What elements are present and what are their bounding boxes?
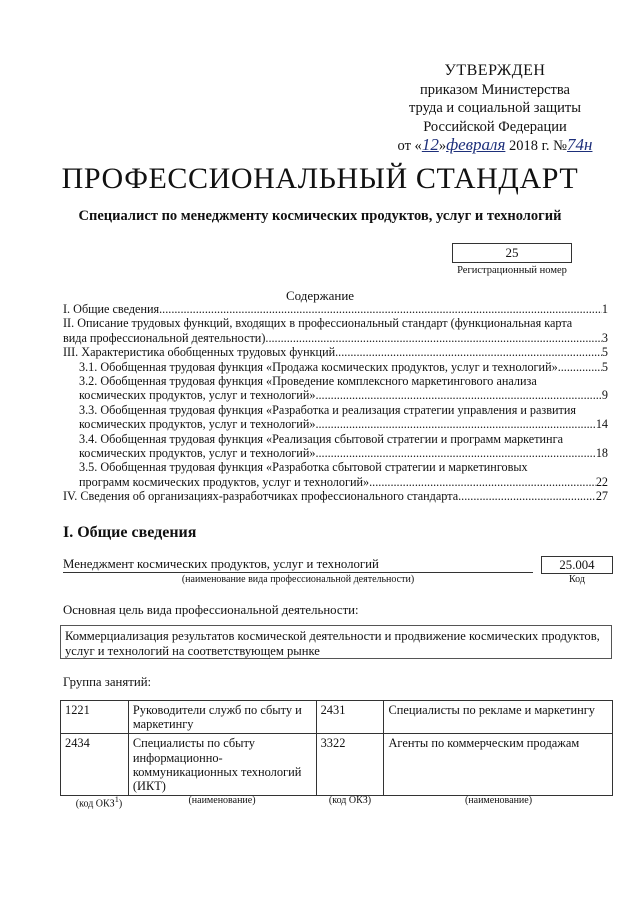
toc-entry[interactable] [63, 360, 608, 374]
toc-entry-text: IV. Сведения об организациях-разработчиках профессионального стандарта [63, 489, 459, 504]
table-row [61, 734, 613, 796]
activity-code-caption: Код [569, 574, 585, 585]
toc-leader [159, 302, 602, 316]
document-title: ПРОФЕССИОНАЛЬНЫЙ СТАНДАРТ [61, 162, 579, 195]
order-number: 74н [567, 135, 593, 154]
toc-leader [265, 331, 602, 345]
toc-entry[interactable] [63, 460, 608, 489]
toc-leader [558, 360, 602, 374]
toc-entry-text-cont: космических продуктов, услуг и технологий» [79, 446, 316, 461]
toc-page: 9 [601, 388, 608, 403]
okz-code-caption: (код ОКЗ$^1$) [75, 795, 123, 810]
toc-page: 22 [595, 474, 608, 489]
toc-entry-text: I. Общие сведения [63, 302, 160, 316]
toc-entry-text: 3.1. Обобщенная трудовая функция «Продажа космических продуктов, услуг и технологий» [79, 359, 558, 374]
activity-name-caption: (наименование вида профессиональной деятельности) [181, 574, 415, 585]
toc-entry[interactable] [63, 316, 608, 345]
toc-entry-text: 3.2. Обобщенная трудовая функция «Проведение комплексного маркетингового анализа [79, 374, 537, 389]
toc-entry-text-cont: космических продуктов, услуг и технологий» [79, 388, 316, 403]
toc-page: 27 [595, 489, 608, 504]
date-prefix: от « [397, 138, 422, 154]
toc-entry-text: II. Описание трудовых функций, входящих в профессиональный стандарт (функциональная карта [63, 316, 573, 331]
approval-line-ministry: труда и социальной защиты [409, 100, 581, 116]
approval-block [360, 62, 630, 156]
toc-entry[interactable] [63, 302, 608, 316]
approval-title: УТВЕРЖДЕН [444, 62, 546, 79]
toc-entry-text: 3.4. Обобщенная трудовая функция «Реализация сбытовой стратегии и программ маркетинга [79, 431, 563, 446]
date-month: февраля [446, 135, 506, 154]
toc-entry-text: III. Характеристика обобщенных трудовых функций [63, 345, 336, 360]
occupation-name-caption-2: (наименование) [464, 795, 533, 806]
approval-line-country: Российской Федерации [423, 118, 567, 135]
occupation-name-cell: Агенты по коммерческим продажам [384, 734, 613, 796]
toc-page: 5 [601, 359, 608, 374]
okz-code-cell: 2431 [316, 701, 384, 734]
approval-line-order: приказом Министерства [420, 81, 570, 98]
date-year: 2018 г. № [505, 138, 568, 154]
toc-entry[interactable] [63, 432, 608, 461]
toc-entry-text-cont: космических продуктов, услуг и технологий» [79, 417, 316, 432]
toc-heading: Содержание [285, 288, 355, 303]
toc-page: 18 [595, 446, 608, 461]
group-label: Группа занятий: [63, 675, 152, 689]
goal-text-box: Коммерциализация результатов космической деятельности и продвижение космических продуктов, услуг и технологий на соответствующем рынке [60, 625, 612, 659]
okz-code-cell: 3322 [316, 734, 384, 796]
toc-entry[interactable] [63, 489, 608, 503]
date-day: 12 [421, 135, 439, 154]
document-subtitle: Специалист по менеджменту космических продуктов, услуг и технологий [78, 208, 562, 224]
occupation-name-caption: (наименование) [188, 795, 256, 806]
activity-name-field: Менеджмент космических продуктов, услуг и технологий [63, 556, 533, 573]
okz-code-caption-2: (код ОКЗ) [328, 795, 372, 806]
activity-code-box: 25.004 [541, 556, 613, 574]
toc-leader [315, 446, 595, 460]
table-of-contents [63, 302, 608, 504]
okz-code-cell: 1221 [61, 701, 129, 734]
registration-number-box: 25 [452, 243, 572, 263]
approval-date-line [360, 136, 630, 156]
toc-entry-text-cont: программ космических продуктов, услуг и технологий» [79, 474, 370, 489]
toc-entry-text: 3.5. Обобщенная трудовая функция «Разработка сбытовой стратегии и маркетинговых [79, 460, 528, 475]
toc-leader [458, 489, 596, 503]
toc-entry[interactable] [63, 374, 608, 403]
okz-code-cell: 2434 [61, 734, 129, 796]
toc-page: 3 [601, 330, 608, 345]
occupation-name-cell: Специалисты по рекламе и маркетингу [384, 701, 613, 734]
goal-label: Основная цель вида профессиональной деятельности: [63, 603, 359, 617]
occupation-name-cell: Руководители служб по сбыту и маркетингу [128, 701, 316, 734]
toc-entry-text: 3.3. Обобщенная трудовая функция «Разработка и реализация стратегии управления и развития [79, 402, 576, 417]
toc-entry-text-cont: вида профессиональной деятельности) [63, 330, 266, 345]
toc-leader [335, 345, 602, 359]
date-mid: » [438, 138, 447, 154]
toc-leader [369, 475, 596, 489]
section-heading: I. Общие сведения [63, 524, 197, 541]
toc-entry[interactable] [63, 345, 608, 359]
registration-caption: Регистрационный номер [457, 265, 567, 276]
toc-page: 5 [601, 345, 608, 360]
toc-page: 14 [595, 417, 608, 432]
toc-entry[interactable] [63, 403, 608, 432]
toc-leader [315, 417, 595, 431]
occupation-group-table [60, 700, 613, 796]
occupation-name-cell: Специалисты по сбыту информационно-коммуникационных технологий (ИКТ) [128, 734, 316, 796]
toc-leader [315, 388, 601, 402]
table-row [61, 701, 613, 734]
toc-page: 1 [601, 302, 608, 316]
